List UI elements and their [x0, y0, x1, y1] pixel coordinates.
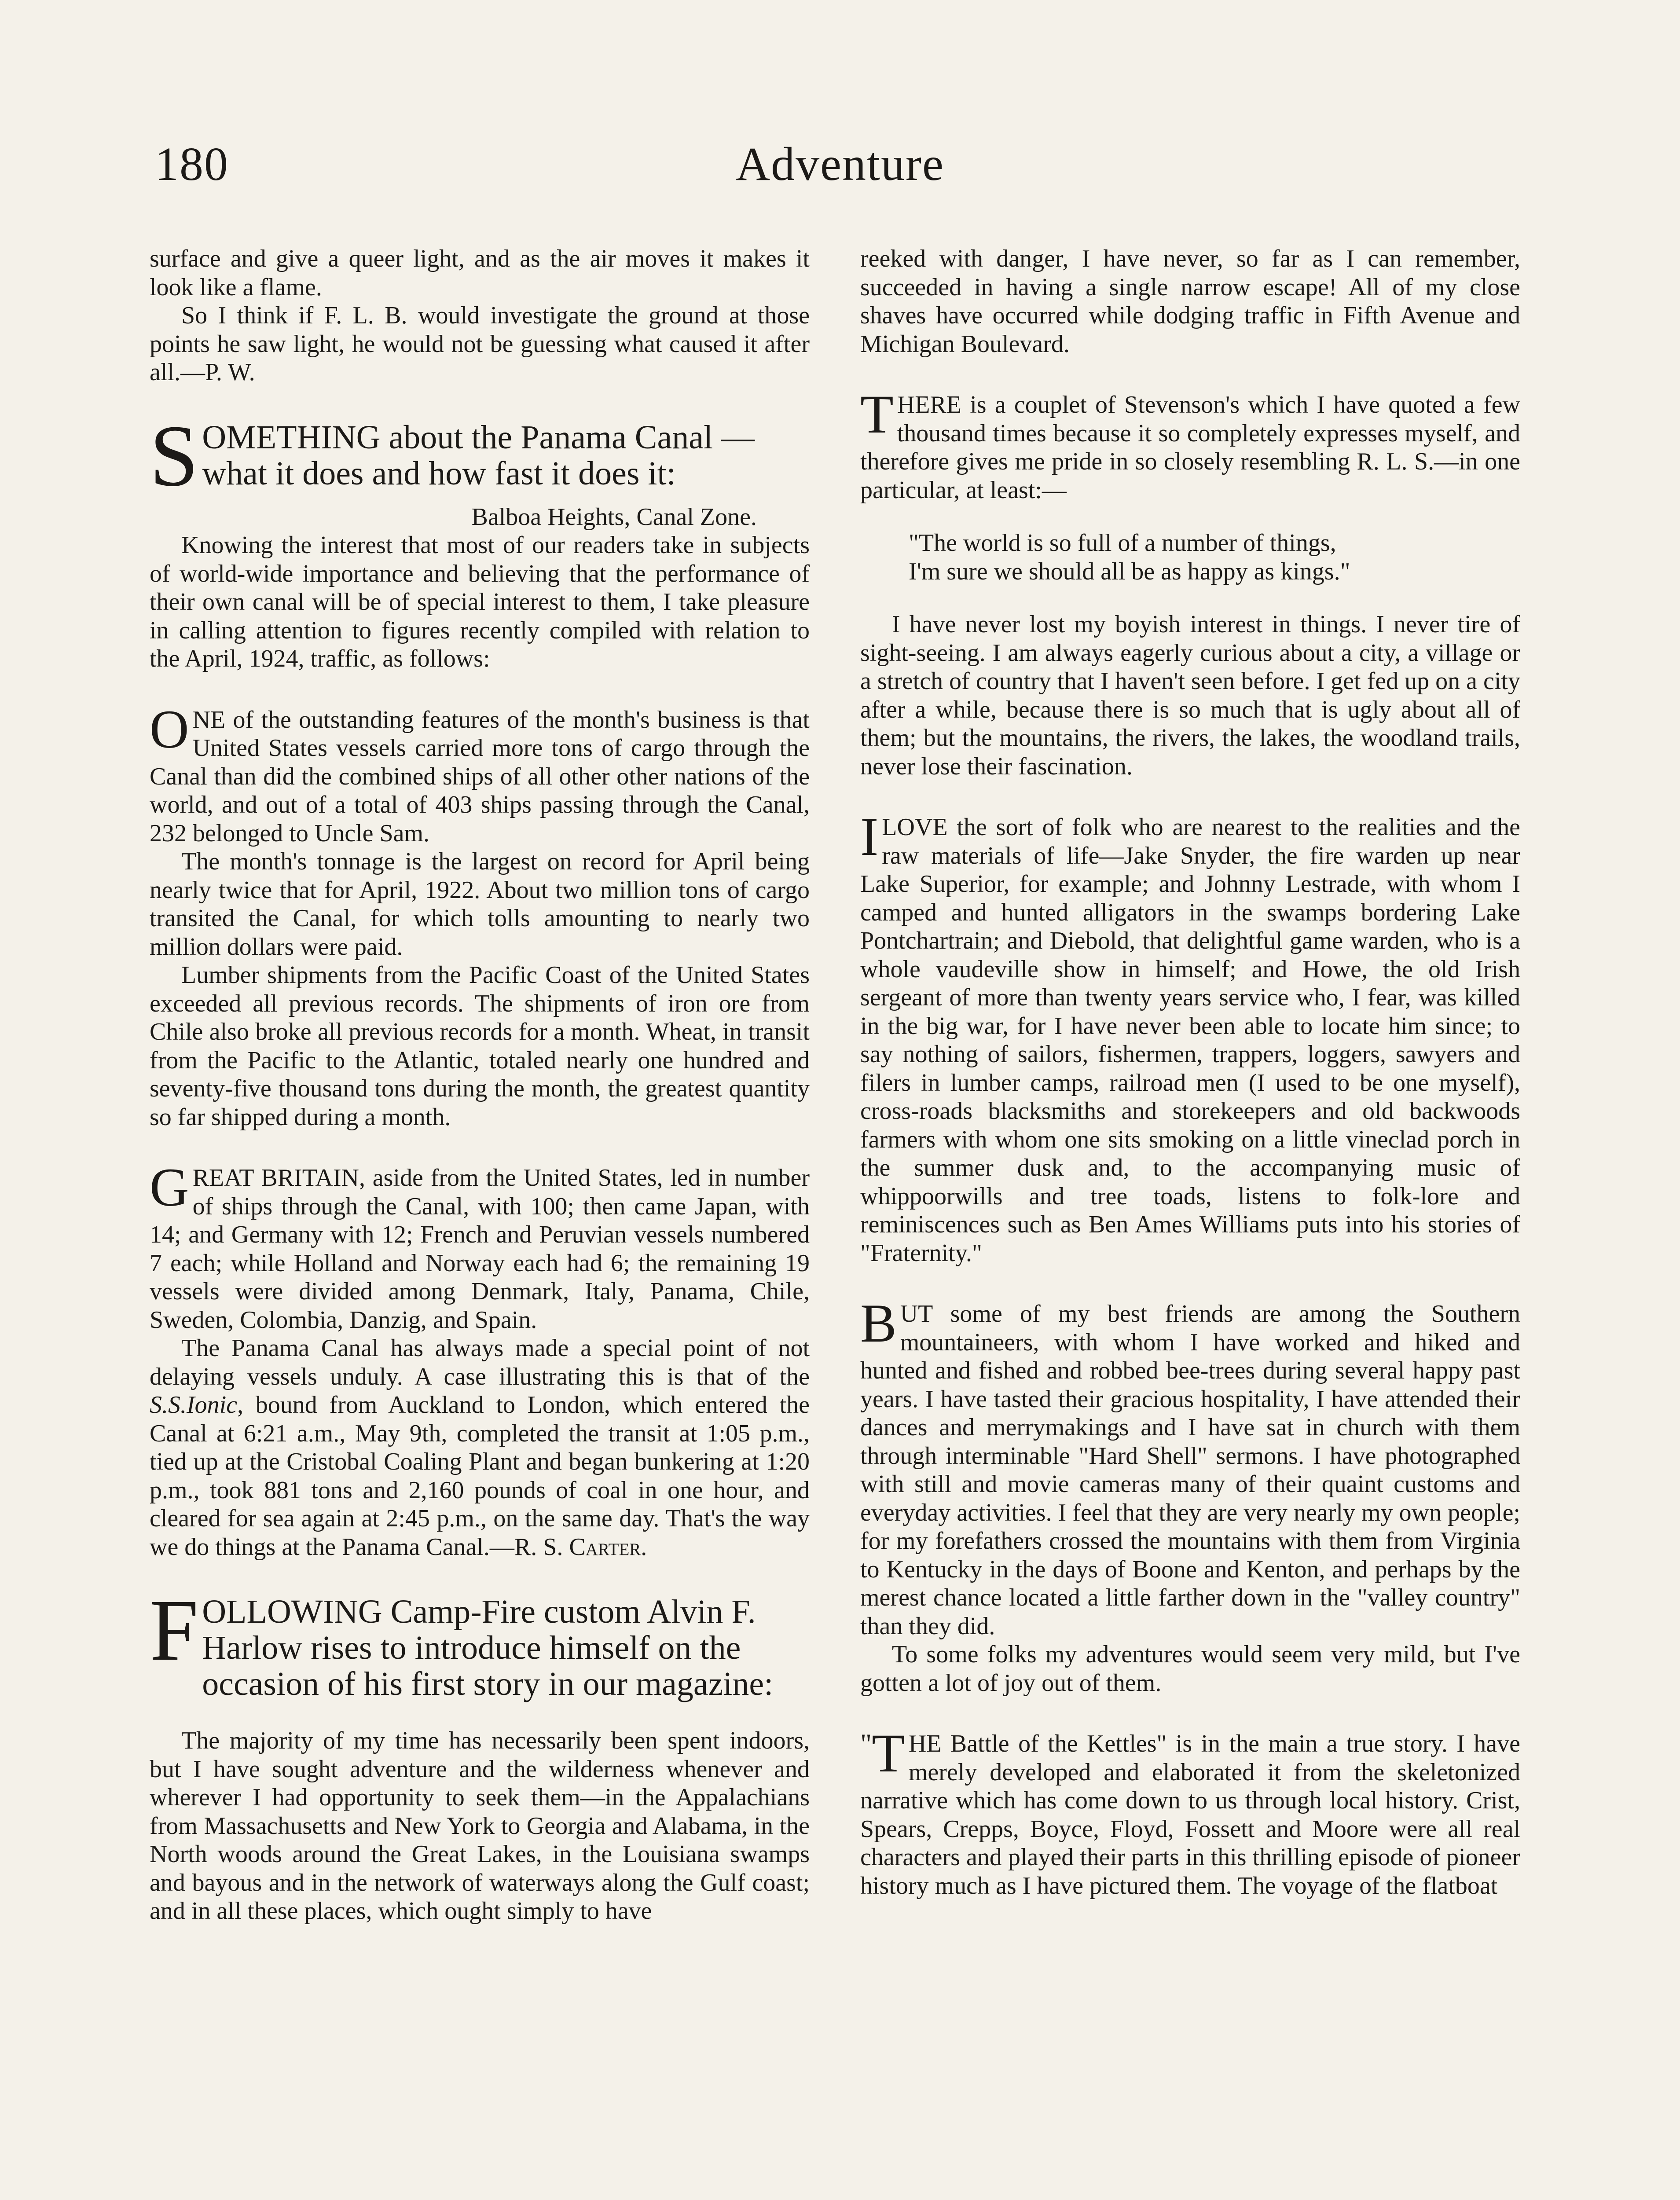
- paragraph: The month's tonnage is the largest on record for April being nearly twice that for April, 1922. About two million tons of cargo transited the Canal, for which tolls amounting to nearly two million dollars were paid.: [150, 848, 810, 961]
- paragraph: surface and give a queer light, and as the air moves it makes it look like a flame.: [150, 245, 810, 301]
- harlow-continuation: [860, 245, 1520, 358]
- drop-cap: G: [150, 1157, 189, 1217]
- paragraph: THERE is a couplet of Stevenson's which I have quoted a few thousand times because it so completely expresses myself, and therefore gives me pride in so closely resembling R. L. S.—in one particular, at least:—: [860, 384, 1520, 504]
- stevenson-section: [860, 384, 1520, 781]
- paragraph: " T HE Battle of the Kettles" is in the main a true story. I have merely developed and elaborated it from the skeletonized narrative which has come down to us through local history. Crist, Spears, Crepps, Boyce, Floyd, Fossett and Moore were all real characters and played their parts in this thrilling episode of pioneer history much as I have pictured them. The voyage of the flatboat: [860, 1723, 1520, 1899]
- drop-cap: B: [860, 1293, 897, 1353]
- paragraph: I have never lost my boyish interest in things. I never tire of sight-seeing. I am always eagerly curious about a city, a village or a stretch of country that I haven't seen before. I get fed up on a city after a while, because there is so much that is ugly about all of them; but the mountains, the rivers, the lakes, the woodland trails, never lose their fascination.: [860, 611, 1520, 780]
- drop-cap: F: [150, 1582, 199, 1679]
- canal-traffic-section: [150, 699, 810, 1132]
- paragraph: GREAT BRITAIN, aside from the United States, led in number of ships through the Canal, with 100; then came Japan, with 14; and Germany with 12; French and Peruvian vessels numbered 7 each; while Holland and Norway each had 6; the remaining 19 vessels were divided among Denmark, Italy, Panama, Chile, Sweden, Colombia, Danzig, and Spain.: [150, 1157, 810, 1334]
- paragraph: reeked with danger, I have never, so far as I can remember, succeeded in having a single narrow escape! All of my close shaves have occurred while dodging traffic in Fifth Avenue and Michigan Boulevard.: [860, 245, 1520, 358]
- section-lead: SOMETHING about the Panama Canal —what it does and how fast it does it:: [150, 407, 755, 505]
- dateline: Balboa Heights, Canal Zone.: [471, 503, 757, 531]
- drop-cap: I: [860, 807, 879, 867]
- running-title: Adventure: [736, 138, 944, 191]
- drop-cap: O: [150, 699, 189, 759]
- verse-line: "The world is so full of a number of things,: [909, 529, 1336, 557]
- mountaineers-section: [860, 1293, 1520, 1697]
- harlow-intro-section: [150, 1582, 810, 1925]
- signature: R. S. Carter.: [514, 1533, 647, 1561]
- page-number: 180: [155, 138, 229, 191]
- paragraph: To some folks my adventures would seem very mild, but I've gotten a lot of joy out of them.: [860, 1641, 1520, 1697]
- folk-section: [860, 807, 1520, 1267]
- battle-of-kettles-section: [860, 1723, 1520, 1900]
- left-column: [150, 245, 810, 2200]
- paragraph: So I think if F. L. B. would investigate the ground at those points he saw light, he would not be guessing what caused it after all.—P. W.: [150, 302, 810, 386]
- great-britain-section: [150, 1157, 810, 1561]
- open-quote: ": [860, 1728, 872, 1759]
- page-header: [0, 0, 1680, 229]
- paragraph: Knowing the interest that most of our readers take in subjects of world-wide importance and believing that the performance of their own canal will be of special interest to them, I take pleasure in calling attention to figures recently compiled with relation to the April, 1924, traffic, as follows:: [150, 532, 810, 672]
- drop-cap: T: [872, 1723, 905, 1783]
- ship-name: S.S.Ionic: [150, 1391, 238, 1419]
- verse-line: I'm sure we should all be as happy as kings.": [909, 557, 1350, 585]
- panama-canal-section: [150, 407, 810, 673]
- paragraph: Lumber shipments from the Pacific Coast of the United States exceeded all previous records. The shipments of iron ore from Chile also broke all previous records for a month. Wheat, in transit from the Pacific to the Atlantic, totaled nearly one hundred and seventy-five thousand tons during the month, the greatest quantity so far shipped during a month.: [150, 961, 810, 1131]
- paragraph: The majority of my time has necessarily been spent indoors, but I have sought adventure and the wilderness whenever and wherever I had opportunity to seek them—in the Appalachians from Massachusetts and New York to Georgia and Alabama, in the North woods around the Great Lakes, in the Louisiana swamps and bayous and in the network of waterways along the Gulf coast; and in all these places, which ought simply to have: [150, 1727, 810, 1925]
- right-column: [860, 245, 1520, 2200]
- drop-cap: T: [860, 384, 894, 444]
- paragraph: BUT some of my best friends are among the Southern mountaineers, with whom I have worked and hiked and hunted and fished and robbed bee-trees during several happy past years. I have tasted their gracious hospitality, I have attended their dances and merrymakings and I have sat in church with them through interminable "Hard Shell" sermons. I have photographed with still and movie cameras many of their quaint customs and everyday activities. I feel that they are very nearly my own people; for my forefathers crossed the mountains with them from Virginia to Kentucky in the days of Boone and Kenton, and perhaps by the merest chance located a little farther down in the "valley country" than they did.: [860, 1293, 1520, 1640]
- drop-cap: S: [150, 407, 199, 505]
- section-lead: FOLLOWING Camp-Fire custom Alvin F. Harlow rises to introduce himself on the occasion of his first story in our magazine:: [150, 1582, 774, 1702]
- paragraph: ILOVE the sort of folk who are nearest to the realities and the raw materials of life—Jake Snyder, the fire warden up near Lake Superior, for example; and Johnny Lestrade, with whom I camped and hunted alligators in the swamps bordering Lake Pontchartrain; and Diebold, that delightful game warden, who is a whole vaudeville show in himself; and Howe, the old Irish sergeant of more than twenty years service who, I fear, was killed in the big war, for I have never been able to locate him since; to say nothing of sailors, fishermen, trappers, loggers, sawyers and filers in lumber camps, railroad men (I used to be one myself), cross-roads blacksmiths and storekeepers and old backwoods farmers with whom one sits smoking on a little vineclad porch in the summer dusk and, to the accompanying music of whippoorwills and tree toads, listens to folk-lore and reminiscences such as Ben Ames Williams puts into his stories of "Fraternity.": [860, 807, 1520, 1267]
- paragraph: The Panama Canal has always made a special point of not delaying vessels unduly. A case illustrating this is that of the S.S.Ionic, bound from Auckland to London, which entered the Canal at 6:21 a.m., May 9th, completed the transit at 1:05 p.m., tied up at the Cristobal Coaling Plant and began bunkering at 1:20 p.m., took 881 tons and 2,160 pounds of coal in one hour, and cleared for sea again at 2:45 p.m., on the same day. That's the way we do things at the Panama Canal.—R. S. Carter.: [150, 1335, 810, 1561]
- paragraph: ONE of the outstanding features of the month's business is that United States vessels carried more tons of cargo through the Canal than did the combined ships of all other other nations of the world, and out of a total of 403 ships passing through the Canal, 232 belonged to Uncle Sam.: [150, 699, 810, 847]
- letter-continuation: [150, 245, 810, 387]
